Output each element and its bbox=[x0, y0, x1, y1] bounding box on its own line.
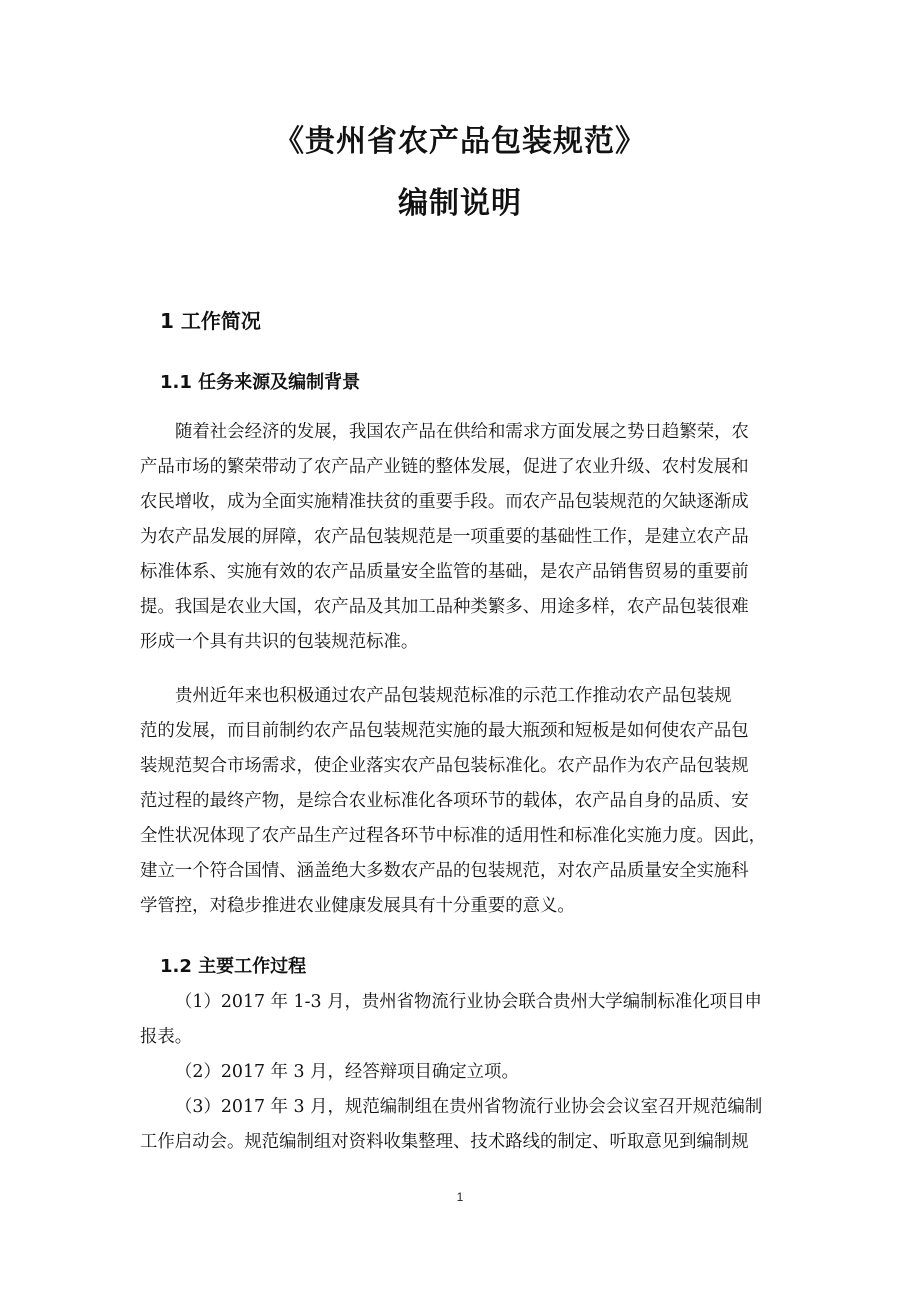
paragraph-line: 工作启动会。规范编制组对资料收集整理、技术路线的制定、听取意见到编制规 bbox=[140, 1132, 749, 1152]
paragraph-line: 范过程的最终产物，是综合农业标准化各项环节的载体，农产品自身的品质、安 bbox=[140, 791, 749, 811]
document-title: 《贵州省农产品包装规范》 bbox=[274, 124, 646, 159]
paragraph-line: 产品市场的繁荣带动了农产品产业链的整体发展，促进了农业升级、农村发展和 bbox=[140, 457, 749, 477]
paragraph-background bbox=[140, 415, 780, 660]
paragraph-line: 全性状况体现了农产品生产过程各环节中标准的适用性和标准化实施力度。因此， bbox=[140, 826, 767, 846]
paragraph-line: 贵州近年来也积极通过农产品包装规范标准的示范工作推动农产品包装规 bbox=[175, 686, 732, 706]
paragraph-line: （3）2017 年 3 月，规范编制组在贵州省物流行业协会会议室召开规范编制 bbox=[175, 1097, 763, 1117]
paragraph-line: （1）2017 年 1-3 月，贵州省物流行业协会联合贵州大学编制标准化项目申 bbox=[175, 992, 762, 1012]
paragraph-line: 范的发展，而目前制约农产品包装规范实施的最大瓶颈和短板是如何使农产品包 bbox=[140, 721, 749, 741]
paragraph-line: 为农产品发展的屏障，农产品包装规范是一项重要的基础性工作，是建立农产品 bbox=[140, 527, 749, 547]
paragraph-work-process bbox=[140, 985, 780, 1160]
paragraph-line: （2）2017 年 3 月，经答辩项目确定立项。 bbox=[175, 1062, 519, 1082]
paragraph-line: 装规范契合市场需求，使企业落实农产品包装标准化。农产品作为农产品包装规 bbox=[140, 756, 749, 776]
paragraph-guizhou bbox=[140, 679, 780, 924]
section-heading-1: 1 工作简况 bbox=[160, 309, 261, 333]
paragraph-line: 形成一个具有共识的包装规范标准。 bbox=[140, 632, 419, 652]
paragraph-line: 农民增收，成为全面实施精准扶贫的重要手段。而农产品包装规范的欠缺逐渐成 bbox=[140, 492, 749, 512]
paragraph-line: 随着社会经济的发展，我国农产品在供给和需求方面发展之势日趋繁荣，农 bbox=[175, 422, 749, 442]
subsection-heading-1-2: 1.2 主要工作过程 bbox=[160, 956, 307, 977]
page-number: 1 bbox=[456, 1190, 464, 1204]
paragraph-line: 标准体系、实施有效的农产品质量安全监管的基础，是农产品销售贸易的重要前 bbox=[140, 562, 749, 582]
paragraph-line: 提。我国是农业大国，农产品及其加工品种类繁多、用途多样，农产品包装很难 bbox=[140, 597, 749, 617]
paragraph-line: 报表。 bbox=[140, 1027, 193, 1047]
paragraph-line: 建立一个符合国情、涵盖绝大多数农产品的包装规范，对农产品质量安全实施科 bbox=[140, 861, 749, 881]
subsection-heading-1-1: 1.1 任务来源及编制背景 bbox=[160, 372, 361, 393]
paragraph-line: 学管控，对稳步推进农业健康发展具有十分重要的意义。 bbox=[140, 896, 575, 916]
document-subtitle: 编制说明 bbox=[398, 186, 522, 221]
